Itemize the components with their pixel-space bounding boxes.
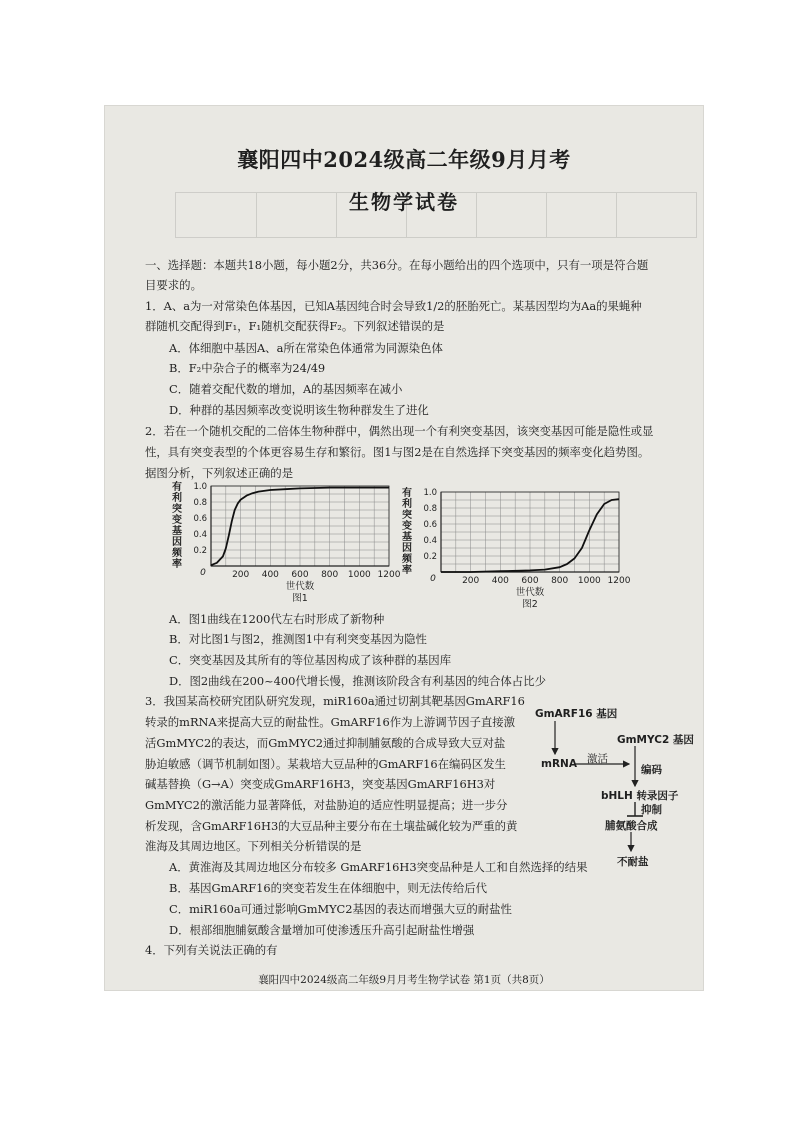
y-axis-label-char: 有 — [402, 488, 412, 499]
y-axis-label-char: 变 — [402, 521, 412, 532]
y-tick-label: 0.4 — [193, 530, 207, 540]
diagram-arrows — [531, 706, 701, 886]
y-tick-label: 0.2 — [193, 546, 207, 556]
y-tick-label: 0.8 — [423, 504, 437, 514]
x-tick-label: 1200 — [607, 576, 631, 586]
x-tick-label: 600 — [291, 570, 309, 580]
answer-option: A．图1曲线在1200代左右时形成了新物种 — [169, 612, 385, 626]
regulation-diagram — [531, 706, 701, 966]
diagram-mrna: mRNA — [541, 758, 577, 770]
x-axis-label: 世代数 — [285, 581, 315, 592]
x-tick-label: 200 — [462, 576, 480, 586]
section-header-line: 目要求的。 — [145, 278, 202, 292]
question-stem-line: 析发现，含GmARF16H3的大豆品种主要分布在土壤盐碱化较为严重的黄 — [145, 819, 518, 833]
page-footer: 襄阳四中2024级高二年级9月月考生物学试卷 第1页（共8页） — [258, 974, 550, 986]
y-tick-label: 1.0 — [193, 482, 207, 492]
page-title: 襄阳四中2024级高二年级9月月考 — [237, 147, 571, 172]
question-stem-line: 3．我国某高校研究团队研究发现，miR160a通过切割其靶基因GmARF16 — [145, 694, 525, 708]
answer-option: B．F₂中杂合子的概率为24/49 — [169, 361, 326, 375]
question-stem-line: GmMYC2的激活能力显著降低，对盐胁迫的适应性明显提高；进一步分 — [145, 798, 508, 812]
origin-label: 0 — [430, 574, 436, 584]
diagram-proline-synthesis: 脯氨酸合成 — [605, 820, 658, 832]
question-stem-line: 群随机交配得到F₁，F₁随机交配获得F₂。下列叙述错误的是 — [145, 319, 445, 333]
answer-option: D．根部细胞脯氨酸含量增加可使渗透压升高引起耐盐性增强 — [169, 923, 475, 937]
section-header-line: 一、选择题：本题共18小题，每小题2分，共36分。在每小题给出的四个选项中，只有一项是符合题 — [145, 258, 649, 272]
y-tick-label: 0.2 — [423, 552, 437, 562]
x-tick-label: 400 — [491, 576, 509, 586]
diagram-inhibit-label: 抑制 — [641, 804, 662, 816]
y-tick-label: 0.6 — [423, 520, 437, 530]
y-axis-label-char: 频 — [402, 554, 412, 565]
chart-figure-1 — [171, 478, 401, 608]
y-axis-label-char: 变 — [172, 515, 182, 526]
answer-option: D．种群的基因频率改变说明该生物种群发生了进化 — [169, 403, 429, 417]
diagram-encode-label: 编码 — [641, 764, 662, 776]
x-axis-label: 世代数 — [515, 587, 545, 598]
y-axis-label-char: 率 — [402, 565, 412, 576]
x-tick-label: 600 — [521, 576, 539, 586]
answer-option: B．基因GmARF16的突变若发生在体细胞中，则无法传给后代 — [169, 881, 488, 895]
y-tick-label: 0.6 — [193, 514, 207, 524]
origin-label: 0 — [200, 568, 206, 578]
x-tick-label: 200 — [232, 570, 250, 580]
y-tick-label: 1.0 — [423, 488, 437, 498]
y-axis-label-char: 突 — [402, 510, 412, 521]
exam-paper — [105, 106, 703, 990]
y-axis-label-char: 频 — [172, 548, 182, 559]
question-stem-line: 4．下列有关说法正确的有 — [145, 943, 278, 957]
y-axis-label-char: 利 — [402, 499, 412, 510]
diagram-gene-gmarf16: GmARF16 基因 — [535, 708, 618, 720]
diagram-activate-label: 激活 — [587, 753, 608, 765]
x-tick-label: 1200 — [377, 570, 401, 580]
y-axis-label-char: 率 — [172, 559, 182, 570]
x-tick-label: 1000 — [347, 570, 371, 580]
y-axis-label-char: 利 — [172, 493, 182, 504]
y-tick-label: 0.4 — [423, 536, 437, 546]
question-stem-line: 1．A、a为一对常染色体基因，已知A基因纯合时会导致1/2的胚胎死亡。某基因型均为Aa的果蝇种 — [145, 299, 642, 313]
question-stem-line: 转录的mRNA来提高大豆的耐盐性。GmARF16作为上游调节因子直接激 — [145, 715, 516, 729]
diagram-gene-gmmyc2: GmMYC2 基因 — [617, 734, 694, 746]
x-tick-label: 800 — [551, 576, 569, 586]
question-stem-line: 活GmMYC2的表达，而GmMYC2通过抑制脯氨酸的合成导致大豆对盐 — [145, 736, 506, 750]
question-stem-line: 据图分析，下列叙述正确的是 — [145, 466, 294, 480]
x-tick-label: 1000 — [577, 576, 601, 586]
answer-option: C．随着交配代数的增加，A的基因频率在减小 — [169, 382, 403, 396]
y-axis-label-char: 基 — [402, 532, 412, 543]
answer-option: D．图2曲线在200~400代增长慢，推测该阶段含有利基因的纯合体占比少 — [169, 674, 546, 688]
answer-option: C．miR160a可通过影响GmMYC2基因的表达而增强大豆的耐盐性 — [169, 902, 512, 916]
y-axis-label-char: 因 — [172, 537, 182, 548]
answer-option: C．突变基因及其所有的等位基因构成了该种群的基因库 — [169, 653, 452, 667]
x-tick-label: 400 — [261, 570, 279, 580]
page-subtitle: 生物学试卷 — [349, 190, 459, 214]
y-axis-label-char: 因 — [402, 543, 412, 554]
question-stem-line: 碱基替换（G→A）突变成GmARF16H3，突变基因GmARF16H3对 — [145, 777, 496, 791]
y-tick-label: 0.8 — [193, 498, 207, 508]
y-axis-label-char: 突 — [172, 504, 182, 515]
question-stem-line: 胁迫敏感（调节机制如图）。某栽培大豆品种的GmARF16在编码区发生 — [145, 757, 506, 771]
question-stem-line: 2．若在一个随机交配的二倍体生物种群中，偶然出现一个有利突变基因，该突变基因可能是隐性或显 — [145, 424, 654, 438]
y-axis-label-char: 有 — [172, 482, 182, 493]
answer-option: B．对比图1与图2，推测图1中有利突变基因为隐性 — [169, 632, 427, 646]
y-axis-label-char: 基 — [172, 526, 182, 537]
x-tick-label: 800 — [321, 570, 339, 580]
figure-caption: 图2 — [522, 599, 538, 610]
chart-figure-2 — [401, 484, 631, 614]
answer-option: A．黄淮海及其周边地区分布较多 GmARF16H3突变品种是人工和自然选择的结果 — [169, 860, 588, 874]
diagram-result-salt-sensitive: 不耐盐 — [617, 856, 649, 868]
question-stem-line: 性，具有突变表型的个体更容易生存和繁衍。图1与图2是在自然选择下突变基因的频率变化趋势图。 — [145, 445, 650, 459]
figure-caption: 图1 — [292, 593, 308, 604]
diagram-transcription-factor: bHLH 转录因子 — [601, 790, 679, 802]
question-stem-line: 淮海及其周边地区。下列相关分析错误的是 — [145, 839, 362, 853]
answer-option: A．体细胞中基因A、a所在常染色体通常为同源染色体 — [169, 341, 443, 355]
